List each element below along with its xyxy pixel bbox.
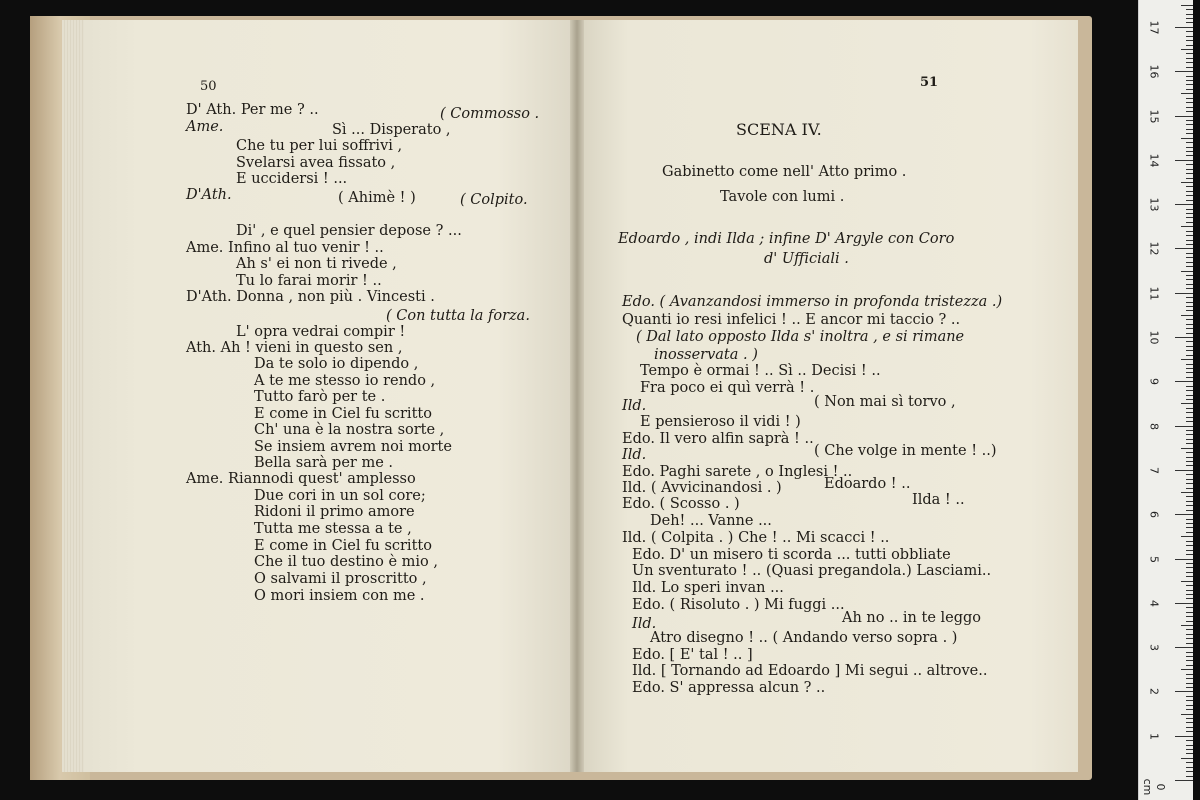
text-line: E come in Ciel fu scritto (254, 538, 432, 554)
ruler-tick (1186, 767, 1193, 768)
ruler-tick (1186, 284, 1193, 285)
text-line: Un sventurato ! .. (Quasi pregandola.) Lasciami.. (632, 563, 992, 579)
ruler-tick (1175, 27, 1193, 28)
ruler-tick (1186, 399, 1193, 400)
text-line: Ild. [ Tornando ad Edoardo ] Mi segui .. altrove.. (632, 663, 988, 679)
ruler-tick (1186, 576, 1193, 577)
text-line: Ch' una è la nostra sorte , (254, 422, 445, 438)
ruler-tick (1186, 200, 1193, 201)
text-line: Edo. ( Risoluto . ) Mi fuggi ... (632, 597, 845, 613)
measuring-ruler (1138, 0, 1193, 800)
ruler-tick (1186, 740, 1193, 741)
ruler-tick (1186, 395, 1193, 396)
ruler-tick (1186, 629, 1193, 630)
ruler-tick (1186, 696, 1193, 697)
ruler-tick (1186, 107, 1193, 108)
ruler-number: 10 (1147, 330, 1161, 345)
text-line: Gabinetto come nell' Atto primo . (662, 164, 907, 180)
ruler-tick (1175, 647, 1193, 648)
text-line: Edoardo , indi Ilda ; infine D' Argyle con Coro (618, 231, 955, 247)
ruler-tick (1186, 612, 1193, 613)
ruler-tick (1186, 731, 1193, 732)
text-line: Se insiem avrem noi morte (254, 439, 452, 455)
ruler-tick (1186, 541, 1193, 542)
ruler-tick (1186, 567, 1193, 568)
text-line: Tempo è ormai ! .. Sì .. Decisi ! .. (640, 363, 881, 379)
ruler-tick (1186, 262, 1193, 263)
text-line: Fra poco ei quì verrà ! . (640, 380, 815, 396)
text-line: Edo. Il vero alfin saprà ! .. (622, 431, 814, 447)
ruler-tick (1186, 771, 1193, 772)
ruler-tick (1186, 333, 1193, 334)
text-line: Ah s' ei non ti rivede , (236, 256, 397, 272)
text-line: Di' , e quel pensier depose ? ... (236, 223, 462, 239)
text-line: Ild. (622, 398, 647, 414)
ruler-tick (1186, 496, 1193, 497)
ruler-tick (1186, 235, 1193, 236)
ruler-tick (1186, 519, 1193, 520)
ruler-tick (1186, 22, 1193, 23)
text-line: Edo. S' appressa alcun ? .. (632, 680, 826, 696)
ruler-tick (1175, 337, 1193, 338)
ruler-tick (1186, 58, 1193, 59)
ruler-tick (1181, 625, 1193, 626)
text-line: Edo. Paghi sarete , o Inglesi ! .. (622, 464, 853, 480)
text-line: D'Ath. Donna , non più . Vincesti . (186, 289, 435, 305)
text-line: D' Ath. Per me ? .. (186, 102, 319, 118)
ruler-tick (1181, 49, 1193, 50)
ruler-tick (1186, 683, 1193, 684)
text-line: Ame. Riannodi quest' amplesso (186, 471, 416, 487)
ruler-tick (1186, 563, 1193, 564)
ruler-tick (1186, 457, 1193, 458)
ruler-tick (1186, 53, 1193, 54)
page-stack-edge (62, 20, 84, 772)
ruler-tick (1186, 665, 1193, 666)
ruler-tick (1181, 581, 1193, 582)
ruler-tick (1186, 76, 1193, 77)
text-line: Svelarsi avea fissato , (236, 155, 396, 171)
text-line: ( Che volge in mente ! ..) (814, 443, 997, 459)
text-line: Edo. ( Scosso . ) (622, 496, 740, 512)
ruler-tick (1186, 621, 1193, 622)
text-line: Sì ... Disperato , (332, 122, 451, 138)
text-line: inosservata . ) (654, 347, 758, 363)
text-line: O mori insiem con me . (254, 588, 425, 604)
text-line: ( Ahimè ! ) (338, 190, 416, 206)
ruler-tick (1186, 594, 1193, 595)
text-line: SCENA IV. (736, 120, 822, 139)
text-line: E come in Ciel fu scritto (254, 406, 432, 422)
ruler-tick (1186, 133, 1193, 134)
ruler-tick (1186, 355, 1193, 356)
ruler-tick (1186, 390, 1193, 391)
text-line: Ild. ( Colpita . ) Che ! .. Mi scacci ! .. (622, 530, 890, 546)
ruler-number: 16 (1147, 64, 1161, 79)
ruler-tick (1186, 368, 1193, 369)
ruler-tick (1186, 554, 1193, 555)
ruler-tick (1186, 195, 1193, 196)
ruler-tick (1186, 412, 1193, 413)
ruler-number: 8 (1147, 422, 1161, 430)
ruler-tick (1186, 310, 1193, 311)
ruler-tick (1186, 155, 1193, 156)
ruler-tick (1186, 350, 1193, 351)
ruler-number: 4 (1147, 599, 1161, 607)
ruler-tick (1186, 266, 1193, 267)
ruler-tick (1181, 758, 1193, 759)
text-line: E pensieroso il vidi ! ) (640, 414, 801, 430)
text-line: ( Dal lato opposto Ilda s' inoltra , e si rimane (636, 329, 965, 345)
ruler-tick (1186, 80, 1193, 81)
ruler-tick (1186, 434, 1193, 435)
text-line: Deh! ... Vanne ... (650, 513, 772, 529)
ruler-tick (1186, 483, 1193, 484)
text-line: E uccidersi ! ... (236, 171, 348, 187)
text-line: Tutta me stessa a te , (254, 521, 412, 537)
ruler-tick (1186, 102, 1193, 103)
ruler-tick (1186, 408, 1193, 409)
ruler-tick (1186, 231, 1193, 232)
text-line: Edoardo ! .. (824, 476, 911, 492)
ruler-tick (1186, 474, 1193, 475)
ruler-tick (1186, 488, 1193, 489)
text-line: Ilda ! .. (912, 492, 965, 508)
ruler-tick (1186, 652, 1193, 653)
ruler-tick (1186, 67, 1193, 68)
ruler-tick (1186, 240, 1193, 241)
text-line: Che il tuo destino è mio , (254, 554, 438, 570)
ruler-tick (1181, 536, 1193, 537)
ruler-tick (1186, 545, 1193, 546)
ruler-tick (1186, 718, 1193, 719)
ruler-tick (1186, 31, 1193, 32)
ruler-tick (1186, 253, 1193, 254)
ruler-tick (1186, 687, 1193, 688)
ruler-tick (1181, 669, 1193, 670)
text-line: Edo. [ E' tal ! .. ] (632, 647, 753, 663)
ruler-tick (1181, 714, 1193, 715)
ruler-tick (1175, 691, 1193, 692)
ruler-tick (1186, 36, 1193, 37)
text-line: Ild. ( Avvicinandosi . ) (622, 480, 782, 496)
ruler-tick (1175, 204, 1193, 205)
text-line: Edo. D' un misero ti scorda ... tutti obbliate (632, 547, 951, 563)
ruler-tick (1186, 111, 1193, 112)
ruler-number: 0 cm (1141, 778, 1167, 796)
text-line: D'Ath. (186, 187, 232, 203)
ruler-tick (1186, 164, 1193, 165)
ruler-tick (1186, 142, 1193, 143)
ruler-tick (1186, 319, 1193, 320)
text-line: ( Commosso . (440, 106, 540, 122)
ruler-tick (1186, 372, 1193, 373)
text-line: Ridoni il primo amore (254, 504, 415, 520)
ruler-tick (1186, 656, 1193, 657)
ruler-tick (1175, 514, 1193, 515)
ruler-tick (1186, 386, 1193, 387)
ruler-tick (1186, 598, 1193, 599)
ruler-tick (1186, 120, 1193, 121)
ruler-tick (1186, 288, 1193, 289)
ruler-tick (1186, 217, 1193, 218)
ruler-tick (1181, 448, 1193, 449)
ruler-tick (1186, 377, 1193, 378)
ruler-tick (1175, 603, 1193, 604)
ruler-tick (1181, 138, 1193, 139)
ruler-tick (1175, 293, 1193, 294)
ruler-tick (1186, 244, 1193, 245)
text-line: ( Non mai sì torvo , (814, 394, 956, 410)
ruler-number: 9 (1147, 378, 1161, 386)
text-line: Quanti io resi infelici ! .. E ancor mi taccio ? .. (622, 312, 961, 328)
ruler-tick (1181, 403, 1193, 404)
text-line: Ah no .. in te leggo (842, 610, 982, 626)
ruler-tick (1186, 700, 1193, 701)
ruler-number: 5 (1147, 555, 1161, 563)
ruler-number: 13 (1147, 197, 1161, 212)
ruler-tick (1186, 443, 1193, 444)
text-line: Atro disegno ! .. ( Andando verso sopra . ) (650, 630, 958, 646)
ruler-tick (1181, 5, 1193, 6)
ruler-tick (1186, 279, 1193, 280)
ruler-number: 1 (1147, 732, 1161, 740)
ruler-tick (1175, 559, 1193, 560)
ruler-tick (1181, 315, 1193, 316)
ruler-tick (1186, 173, 1193, 174)
ruler-tick (1186, 527, 1193, 528)
ruler-tick (1186, 590, 1193, 591)
ruler-tick (1175, 736, 1193, 737)
ruler-tick (1186, 191, 1193, 192)
ruler-tick (1186, 178, 1193, 179)
text-line: Ame. (186, 119, 224, 135)
ruler-tick (1175, 248, 1193, 249)
ruler-number: 7 (1147, 466, 1161, 474)
ruler-tick (1186, 523, 1193, 524)
ruler-tick (1186, 40, 1193, 41)
ruler-tick (1186, 585, 1193, 586)
ruler-tick (1175, 470, 1193, 471)
text-line: O salvami il proscritto , (254, 571, 427, 587)
ruler-tick (1181, 359, 1193, 360)
ruler-tick (1186, 306, 1193, 307)
book-gutter (570, 20, 584, 772)
ruler-tick (1186, 749, 1193, 750)
ruler-tick (1186, 762, 1193, 763)
ruler-tick (1186, 705, 1193, 706)
text-line: A te me stesso io rendo , (254, 373, 436, 389)
ruler-tick (1186, 364, 1193, 365)
ruler-tick (1186, 186, 1193, 187)
ruler-tick (1186, 550, 1193, 551)
ruler-tick (1186, 709, 1193, 710)
ruler-number: 17 (1147, 20, 1161, 35)
ruler-tick (1186, 479, 1193, 480)
ruler-tick (1186, 745, 1193, 746)
ruler-tick (1186, 417, 1193, 418)
ruler-tick (1186, 169, 1193, 170)
text-line: d' Ufficiali . (764, 251, 849, 267)
ruler-tick (1186, 674, 1193, 675)
ruler-tick (1186, 222, 1193, 223)
page-number-left: 50 (200, 79, 217, 94)
text-line: Ath. Ah ! vieni in questo sen , (186, 340, 403, 356)
ruler-tick (1186, 722, 1193, 723)
ruler-tick (1186, 660, 1193, 661)
ruler-tick (1186, 151, 1193, 152)
ruler-tick (1186, 98, 1193, 99)
text-line: Che tu per lui soffrivi , (236, 138, 403, 154)
text-line: Ild. (632, 616, 657, 632)
ruler-tick (1175, 426, 1193, 427)
ruler-number: 12 (1147, 241, 1161, 256)
ruler-tick (1186, 461, 1193, 462)
ruler-tick (1186, 607, 1193, 608)
ruler-tick (1186, 572, 1193, 573)
ruler-tick (1186, 84, 1193, 85)
text-line: Da te solo io dipendo , (254, 356, 419, 372)
text-line: ( Colpito. (460, 192, 528, 208)
text-line: Ild. Lo speri invan ... (632, 580, 784, 596)
text-line: L' opra vedrai compir ! (236, 324, 406, 340)
ruler-tick (1186, 753, 1193, 754)
ruler-tick (1186, 505, 1193, 506)
ruler-tick (1186, 616, 1193, 617)
ruler-tick (1175, 116, 1193, 117)
text-line: Edo. ( Avanzandosi immerso in profonda tristezza .) (622, 294, 1003, 310)
ruler-tick (1186, 465, 1193, 466)
ruler-tick (1186, 302, 1193, 303)
ruler-tick (1186, 776, 1193, 777)
ruler-tick (1186, 328, 1193, 329)
ruler-tick (1186, 275, 1193, 276)
ruler-number: 11 (1147, 286, 1161, 301)
ruler-tick (1186, 213, 1193, 214)
ruler-tick (1175, 381, 1193, 382)
ruler-tick (1186, 452, 1193, 453)
ruler-tick (1186, 678, 1193, 679)
ruler-tick (1186, 14, 1193, 15)
ruler-tick (1186, 510, 1193, 511)
ruler-tick (1186, 18, 1193, 19)
ruler-tick (1186, 257, 1193, 258)
text-line: Ild. (622, 447, 647, 463)
ruler-tick (1186, 297, 1193, 298)
ruler-tick (1186, 430, 1193, 431)
ruler-tick (1186, 45, 1193, 46)
ruler-tick (1181, 492, 1193, 493)
text-line: ( Con tutta la forza. (386, 308, 530, 324)
text-line: Tu lo farai morir ! .. (236, 273, 382, 289)
ruler-tick (1186, 501, 1193, 502)
ruler-tick (1175, 71, 1193, 72)
ruler-tick (1186, 346, 1193, 347)
ruler-tick (1186, 147, 1193, 148)
text-line: Bella sarà per me . (254, 455, 393, 471)
ruler-tick (1186, 727, 1193, 728)
text-line: Tavole con lumi . (720, 189, 845, 205)
ruler-tick (1186, 439, 1193, 440)
ruler-tick (1186, 89, 1193, 90)
ruler-tick (1175, 160, 1193, 161)
ruler-tick (1186, 209, 1193, 210)
ruler-tick (1186, 421, 1193, 422)
ruler-tick (1186, 638, 1193, 639)
ruler-tick (1186, 634, 1193, 635)
ruler-tick (1186, 643, 1193, 644)
ruler-tick (1181, 93, 1193, 94)
ruler-tick (1186, 9, 1193, 10)
ruler-tick (1186, 341, 1193, 342)
ruler-tick (1181, 182, 1193, 183)
page-number-right: 51 (920, 75, 939, 90)
ruler-tick (1186, 129, 1193, 130)
ruler-number: 15 (1147, 109, 1161, 123)
ruler-tick (1186, 62, 1193, 63)
ruler-tick (1186, 324, 1193, 325)
ruler-tick (1181, 226, 1193, 227)
text-line: Due cori in un sol core; (254, 488, 426, 504)
ruler-number: 3 (1147, 644, 1161, 652)
ruler-tick (1181, 271, 1193, 272)
ruler-number: 14 (1147, 153, 1161, 168)
ruler-tick (1186, 532, 1193, 533)
ruler-tick (1186, 124, 1193, 125)
ruler-number: 2 (1147, 688, 1161, 696)
ruler-number: 6 (1147, 511, 1161, 519)
text-line: Tutto farò per te . (254, 389, 386, 405)
ruler-tick (1175, 780, 1193, 781)
text-line: Ame. Infino al tuo venir ! .. (186, 240, 384, 256)
